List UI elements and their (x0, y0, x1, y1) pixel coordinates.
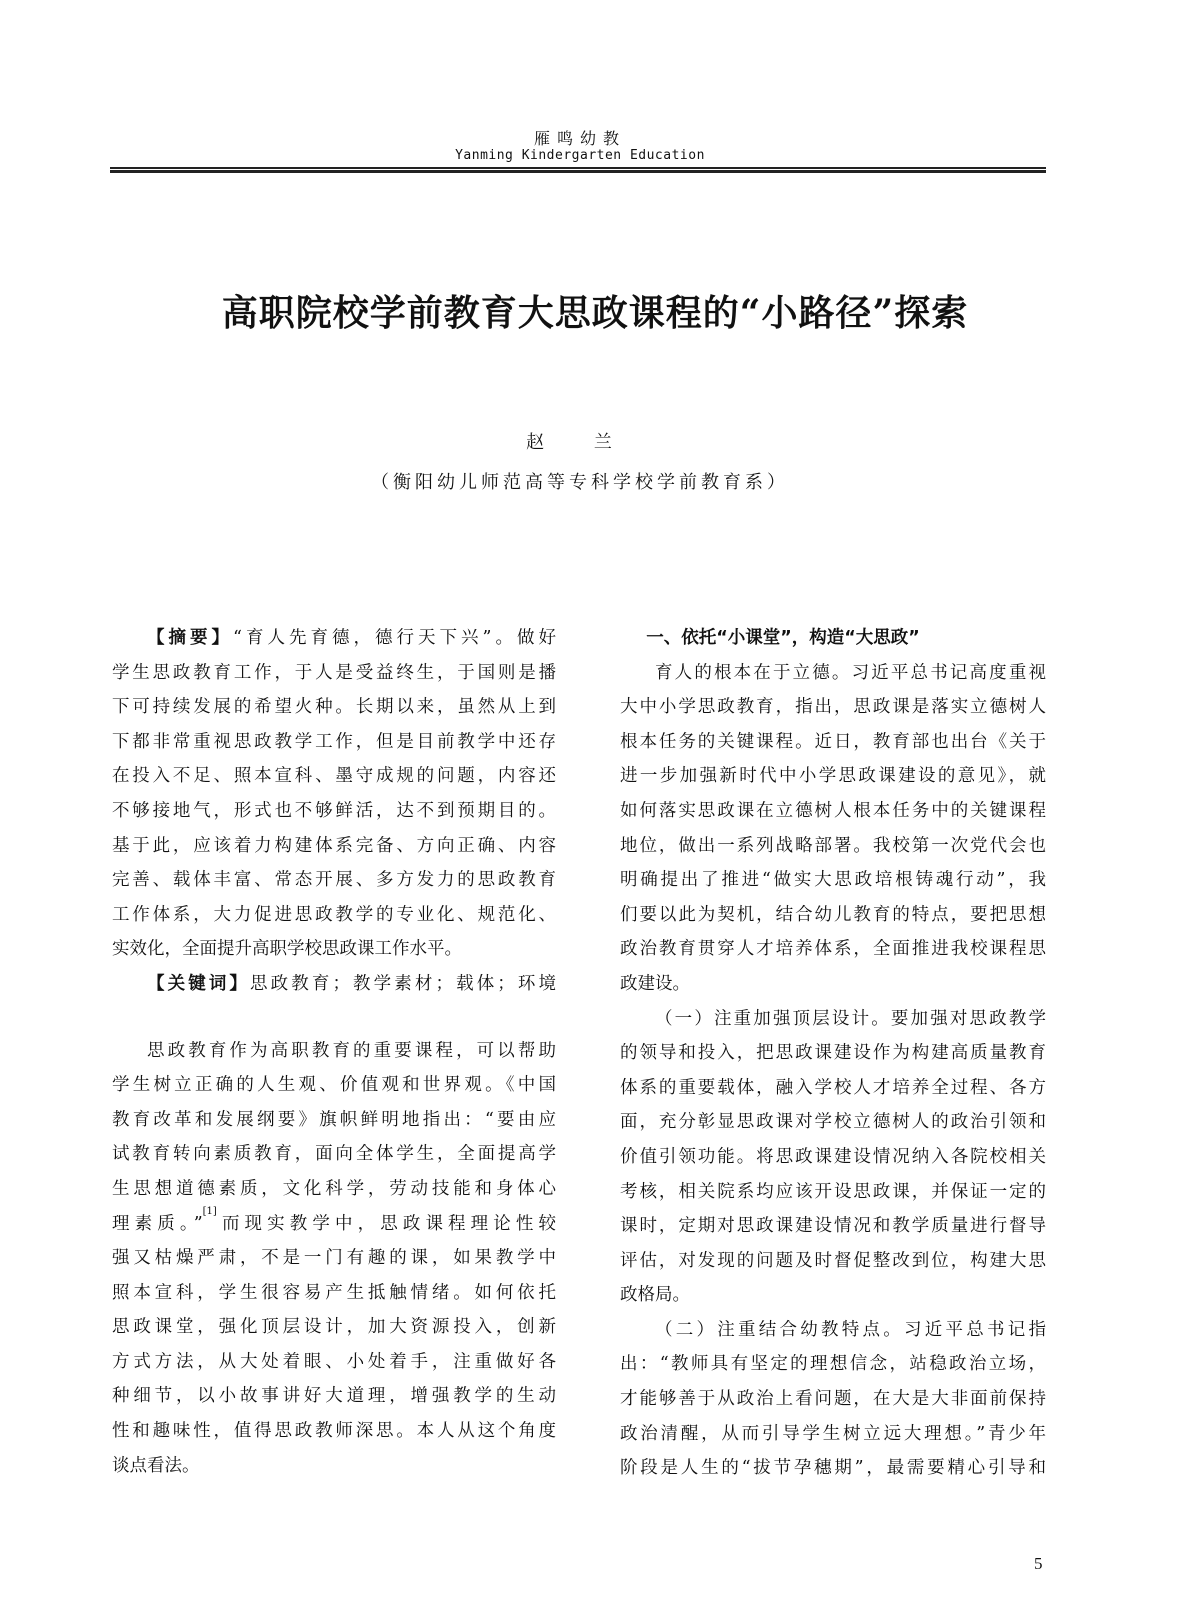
body-line: 谈点看法。 (112, 1455, 200, 1476)
body-line: 试教育转向素质教育，面向全体学生，全面提高学 (112, 1144, 556, 1165)
abstract-line: 下都非常重视思政教学工作，但是目前教学中还存 (112, 731, 556, 752)
body-line: 们要以此为契机，结合幼儿教育的特点，要把思想 (620, 904, 1046, 925)
article-title: 高职院校学前教育大思政课程的“小路径”探索 (221, 292, 969, 334)
abstract-label: 【摘要】 (147, 628, 234, 648)
right-column (620, 621, 1046, 1486)
keywords-text: 思政教育；教学素材；载体；环境 (250, 973, 557, 994)
body-line: 思政教育作为高职教育的重要课程，可以帮助 (147, 1040, 556, 1061)
abstract-line: 在投入不足、照本宣科、墨守成规的问题，内容还 (112, 766, 556, 787)
body-line: 考核，相关院系均应该开设思政课，并保证一定的 (620, 1181, 1046, 1202)
abstract-line: 不够接地气，形式也不够鲜活，达不到预期目的。 (112, 800, 556, 821)
body-line: 价值引领功能。将思政课建设情况纳入各院校相关 (620, 1146, 1046, 1167)
section-paragraph (620, 656, 1046, 1002)
abstract-line: 下可持续发展的希望火种。长期以来，虽然从上到 (112, 697, 556, 718)
spacer (112, 1002, 556, 1034)
body-line: 的领导和投入，把思政课建设作为构建高质量教育 (620, 1043, 1046, 1064)
body-line: 进一步加强新时代中小学思政课建设的意见》，就 (620, 766, 1046, 787)
body-line: 体系的重要载体，融入学校人才培养全过程、各方 (620, 1077, 1046, 1098)
body-line: 教育改革和发展纲要》旗帜鲜明地指出：“要由应 (112, 1109, 556, 1130)
header-rule-thick (110, 170, 1046, 173)
body-line: 生思想道德素质，文化科学，劳动技能和身体心 (112, 1178, 556, 1199)
body-line: 根本任务的关键课程。近日，教育部也出台《关于 (620, 731, 1046, 752)
subsection-paragraph (620, 1002, 1046, 1313)
author-affiliation: （衡阳幼儿师范高等专科学校学前教育系） (371, 472, 789, 493)
body-line: 照本宣科，学生很容易产生抵触情绪。如何依托 (112, 1282, 556, 1303)
body-line: 方式方法，从大处着眼、小处着手，注重做好各 (112, 1351, 556, 1372)
left-column (112, 621, 556, 1483)
body-line: 育人的根本在于立德。习近平总书记高度重视 (655, 662, 1046, 683)
abstract-line: 基于此，应该着力构建体系完备、方向正确、内容 (112, 835, 556, 856)
intro-paragraph (112, 1034, 556, 1484)
abstract-line: 实效化，全面提升高职学校思政课工作水平。 (112, 939, 462, 960)
body-line: 思政课堂，强化顶层设计，加大资源投入，创新 (112, 1317, 556, 1338)
abstract-line: 【摘要】“育人先育德，德行天下兴”。做好 (147, 628, 556, 648)
body-line: （二）注重结合幼教特点。习近平总书记指 (655, 1319, 1046, 1340)
abstract-line: 工作体系，大力促进思政教学的专业化、规范化、 (112, 904, 556, 925)
body-line: 政治清醒，从而引导学生树立远大理想。”青少年 (620, 1423, 1046, 1444)
citation-ref[interactable]: [1] (202, 1205, 217, 1217)
page-number: 5 (1034, 1554, 1043, 1573)
abstract (112, 621, 556, 967)
body-line: （一）注重加强顶层设计。要加强对思政教学 (655, 1008, 1046, 1029)
body-line: 如何落实思政课在立德树人根本任务中的关键课程 (620, 800, 1046, 821)
body-line: 政建设。 (620, 973, 690, 994)
body-line: 强又枯燥严肃，不是一门有趣的课，如果教学中 (112, 1248, 556, 1269)
keywords (112, 967, 556, 1002)
body-line: 课时，定期对思政课建设情况和教学质量进行督导 (620, 1216, 1046, 1237)
subsection-paragraph (620, 1313, 1046, 1486)
body-line: 种细节，以小故事讲好大道理，增强教学的生动 (112, 1386, 556, 1407)
body-line: 明确提出了推进“做实大思政培根铸魂行动”，我 (620, 870, 1046, 891)
body-line: 面，充分彰显思政课对学校立德树人的政治引领和 (620, 1112, 1046, 1133)
body-line: 才能够善于从政治上看问题，在大是大非面前保持 (620, 1389, 1046, 1410)
body-line: 地位，做出一系列战略部署。我校第一次党代会也 (620, 835, 1046, 856)
keywords-label: 【关键词】 (147, 973, 251, 994)
section-heading: 一、依托“小课堂”，构造“大思政” (646, 628, 920, 648)
journal-name-cn: 雁鸣幼教 (533, 129, 626, 148)
body-line: 政治教育贯穿人才培养体系，全面推进我校课程思 (620, 939, 1046, 960)
body-line: 学生树立正确的人生观、价值观和世界观。《中国 (112, 1075, 556, 1096)
body-line: 出：“教师具有坚定的理想信念，站稳政治立场， (620, 1354, 1046, 1375)
header-rule-thin (110, 167, 1046, 169)
abstract-line: 完善、载体丰富、常态开展、多方发力的思政教育 (112, 870, 556, 891)
body-line: 理素质。”[1]而现实教学中，思政课程理论性较 (112, 1205, 557, 1234)
body-line: 大中小学思政教育，指出，思政课是落实立德树人 (620, 697, 1046, 718)
body-line: 评估，对发现的问题及时督促整改到位，构建大思 (620, 1250, 1046, 1271)
body-line: 政格局。 (620, 1285, 690, 1306)
journal-name-en: Yanming Kindergarten Education (455, 148, 705, 163)
author-name: 赵 兰 (526, 432, 634, 453)
abstract-line: 学生思政教育工作，于人是受益终生，于国则是播 (112, 662, 556, 683)
body-line: 性和趣味性，值得思政教师深思。本人从这个角度 (112, 1421, 556, 1442)
body-line: 阶段是人生的“拔节孕穗期”，最需要精心引导和 (620, 1458, 1046, 1479)
